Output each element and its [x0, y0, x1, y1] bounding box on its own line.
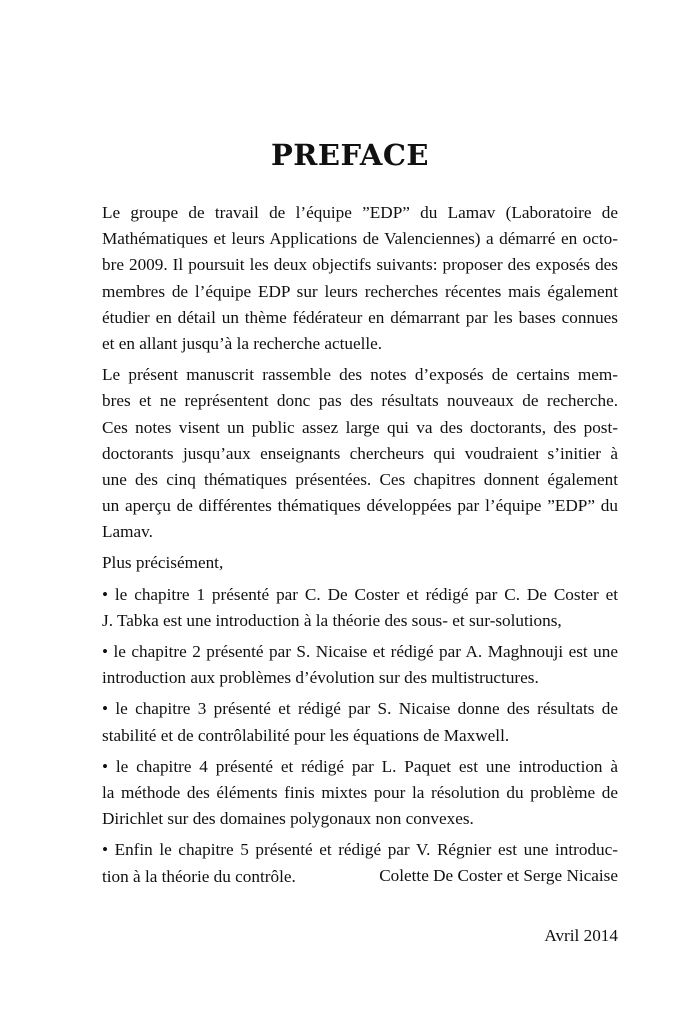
text-line: Plus précisément, — [102, 553, 224, 573]
text-line: • Enfin le chapitre 5 présenté et rédigé par V. Régnier est une introduc- — [102, 840, 618, 860]
text-line: • le chapitre 2 présenté par S. Nicaise et rédigé par A. Maghnouji est une — [102, 642, 618, 661]
paragraph-manuscript — [102, 362, 618, 545]
chapter-item-1 — [102, 582, 618, 634]
preface-body — [102, 200, 618, 895]
text-line: stabilité et de contrôlabilité pour les équations de Maxwell. — [102, 725, 510, 745]
text-line: Mathématiques et leurs Applications de Valenciennes) a démarré en octo- — [102, 229, 618, 249]
chapter-item-2 — [102, 639, 618, 691]
text-line: une des cinq thématiques présentées. Ces chapitres donnent également — [102, 469, 618, 489]
text-line: • le chapitre 1 présenté par C. De Coster et rédigé par C. De Coster et — [102, 584, 618, 604]
text-line: Le présent manuscrit rassemble des notes d’exposés de certains mem- — [102, 365, 618, 385]
text-line: introduction aux problèmes d’évolution sur des multistructures. — [102, 668, 539, 688]
chapter-item-4 — [102, 754, 618, 833]
text-line: bres et ne représentent donc pas des résultats nouveaux de recherche. — [102, 391, 618, 411]
chapter-item-3 — [102, 696, 618, 748]
text-line: • le chapitre 3 présenté et rédigé par S. Nicaise donne des résultats de — [102, 699, 618, 719]
paragraph-intro — [102, 200, 618, 357]
text-line: Lamav. — [102, 522, 153, 542]
text-line: membres de l’équipe EDP sur leurs recherches récentes mais également — [102, 281, 618, 301]
text-line: • le chapitre 4 présenté et rédigé par L. Paquet est une introduction à — [102, 756, 618, 776]
text-line: tion à la théorie du contrôle. — [102, 866, 296, 886]
text-line: étudier en détail un thème fédérateur en démarrant par les bases connues — [102, 307, 618, 327]
page-title: PREFACE — [270, 138, 430, 172]
signature: Colette De Coster et Serge Nicaise — [379, 866, 618, 885]
text-line: J. Tabka est une introduction à la théorie des sous- et sur-solutions, — [102, 610, 562, 630]
text-line: Ces notes visent un public assez large qui va des doctorants, des post- — [102, 417, 618, 437]
text-line: la méthode des éléments finis mixtes pour la résolution du problème de — [102, 782, 618, 802]
text-line: Le groupe de travail de l’équipe ”EDP” du Lamav (Laboratoire de — [102, 203, 618, 222]
text-line: et en allant jusqu’à la recherche actuelle. — [102, 333, 383, 353]
text-line: doctorants jusqu’aux enseignants chercheurs qui voudraient s’initier à — [102, 443, 618, 463]
text-line: bre 2009. Il poursuit les deux objectifs suivants: proposer des exposés des — [102, 255, 618, 275]
text-line: Dirichlet sur des domaines polygonaux non convexes. — [102, 809, 474, 829]
text-line: un aperçu de différentes thématiques développées par l’équipe ”EDP” du — [102, 496, 618, 516]
date: Avril 2014 — [544, 926, 618, 945]
paragraph-plus-precisement — [102, 550, 618, 576]
